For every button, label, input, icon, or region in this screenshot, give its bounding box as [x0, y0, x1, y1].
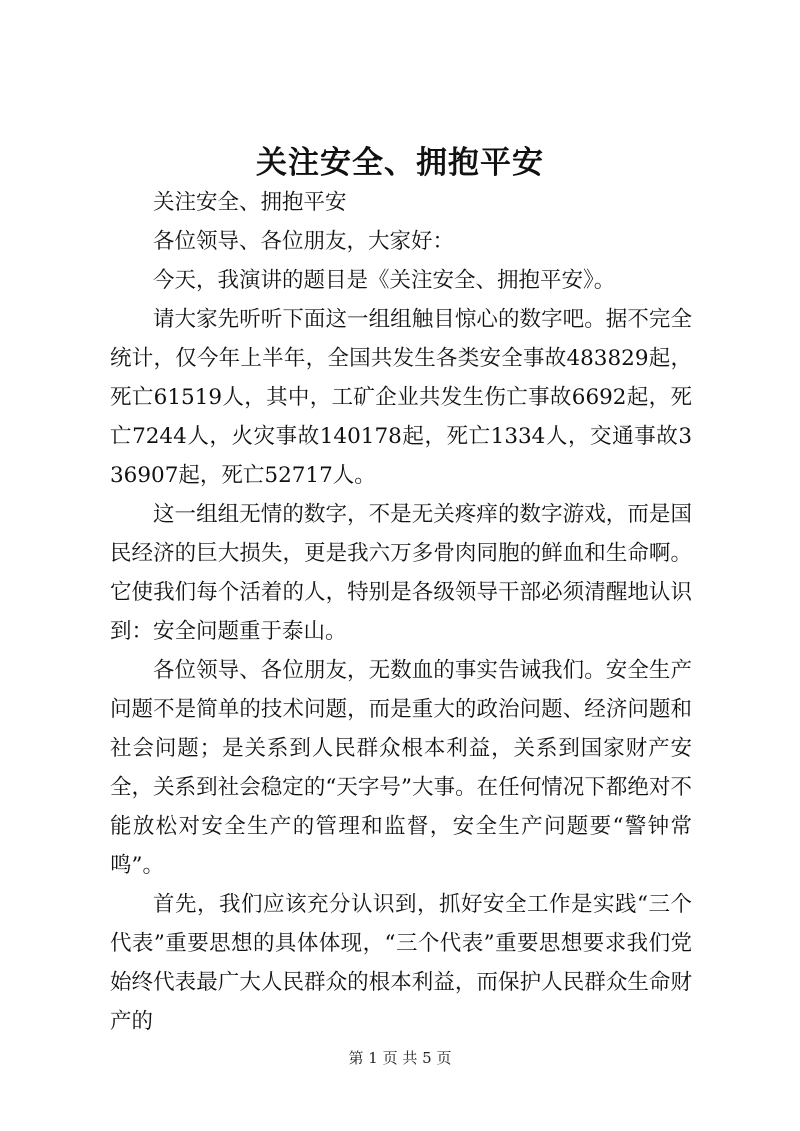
- page-footer: 第 1 页 共 5 页: [348, 1049, 452, 1067]
- paragraph-topic: 今天，我演讲的题目是《关注安全、拥抱平安》。: [153, 268, 616, 293]
- paragraph-first-point: 首先，我们应该充分认识到，抓好安全工作是实践“三个代表”重要思想的具体体现，“三个代表”重要思想要求我们党始终代表最广大人民群众的根本利益，而保护人民群众生命财产的: [110, 892, 692, 1034]
- paragraph-subtitle: 关注安全、拥抱平安: [153, 190, 347, 215]
- paragraph-greeting: 各位领导、各位朋友，大家好：: [153, 229, 455, 254]
- document-title: 关注安全、拥抱平安: [256, 145, 544, 181]
- paragraph-statistics: 请大家先听听下面这一组组触目惊心的数字吧。据不完全统计，仅今年上半年，全国共发生各类安全事故483829起，死亡61519人，其中，工矿企业共发生伤亡事故6692起，死亡7244人，火灾事故140178起，死亡1334人，交通事故336907起，死亡52717人。: [110, 307, 692, 488]
- document-body: [110, 183, 692, 1041]
- paragraph-safety-importance: 各位领导、各位朋友，无数血的事实告诫我们。安全生产问题不是简单的技术问题，而是重大的政治问题、经济问题和社会问题；是关系到人民群众根本利益，关系到国家财产安全，关系到社会稳定的“天字号”大事。在任何情况下都绝对不能放松对安全生产的管理和监督，安全生产问题要“警钟常鸣”。: [110, 658, 692, 878]
- paragraph-numbers-meaning: 这一组组无情的数字，不是无关疼痒的数字游戏，而是国民经济的巨大损失，更是我六万多骨肉同胞的鲜血和生命啊。它使我们每个活着的人，特别是各级领导干部必须清醒地认识到：安全问题重于泰山。: [110, 502, 692, 644]
